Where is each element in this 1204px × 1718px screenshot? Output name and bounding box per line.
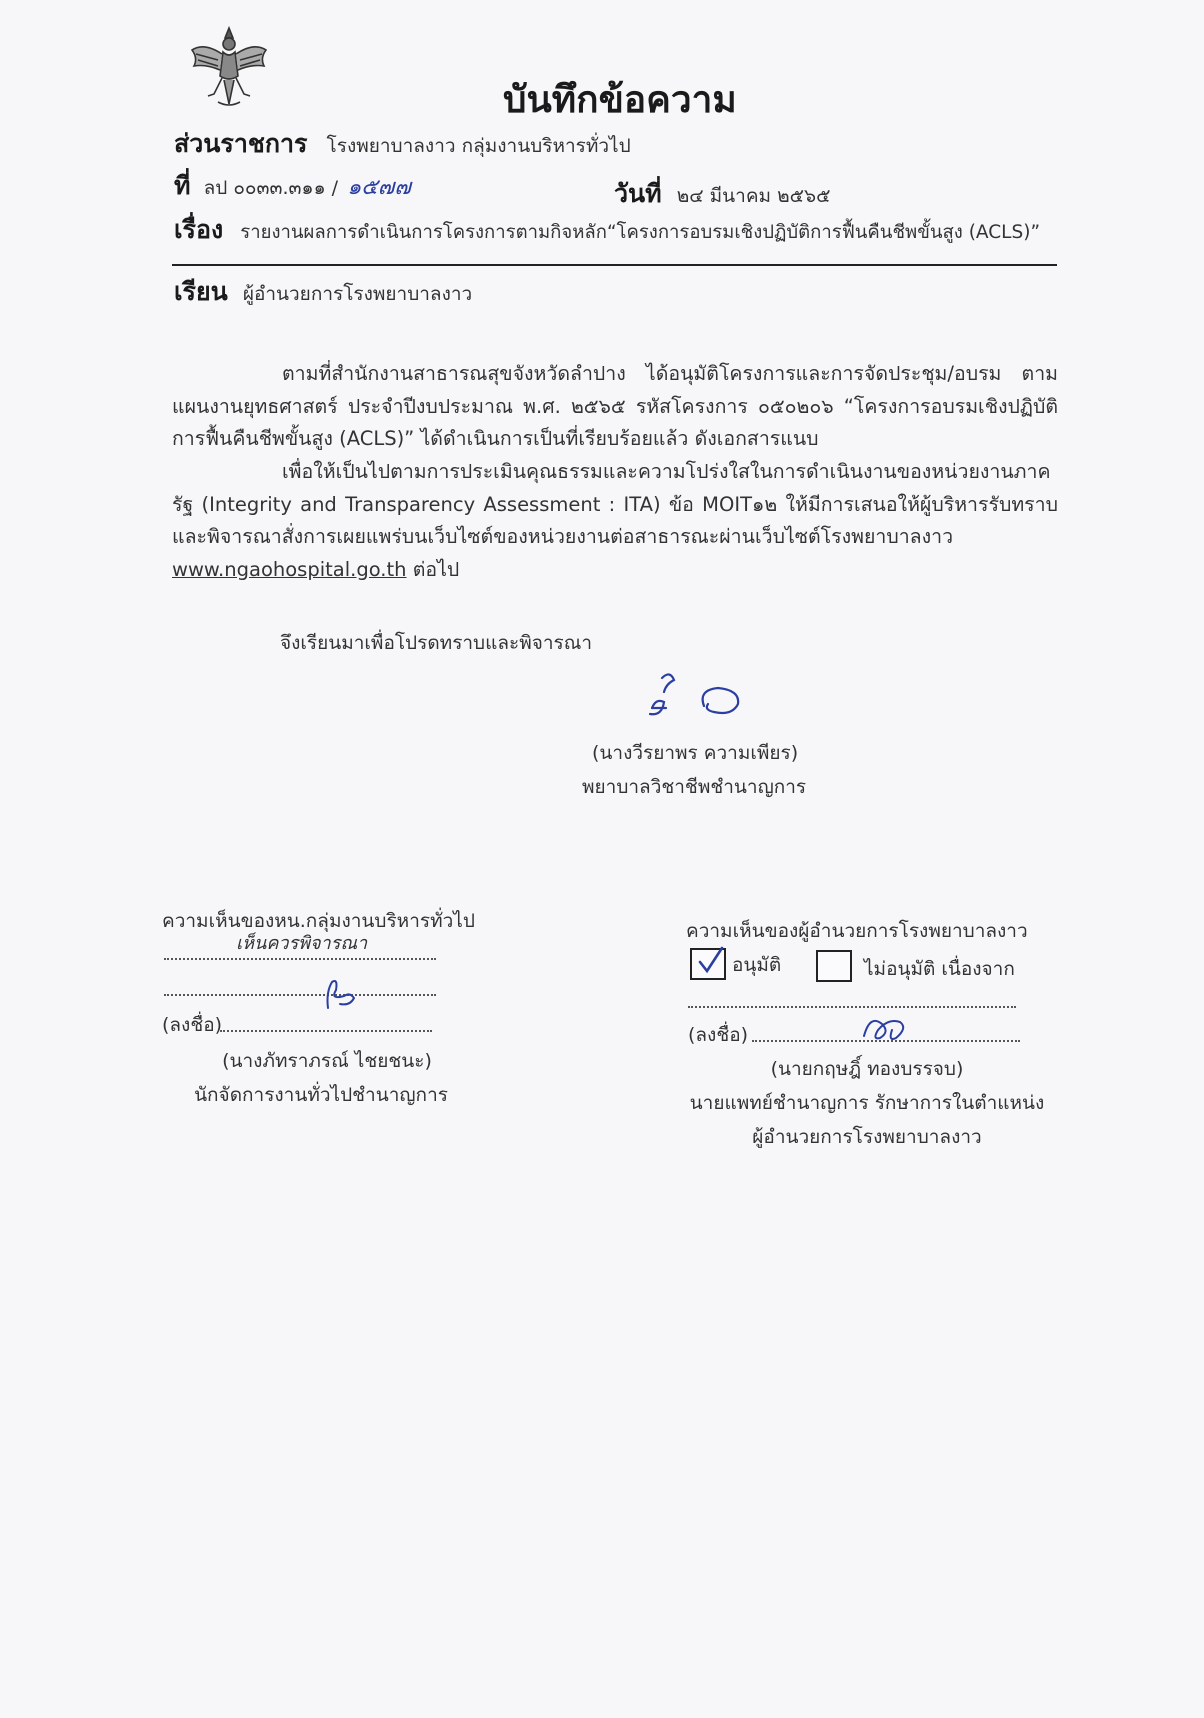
- signer-signature: [642, 668, 752, 728]
- left-opinion-handwritten: เห็นควรพิจารณา: [236, 933, 368, 954]
- right-opinion-position-1: นายแพทย์ชำนาญการ รักษาการในตำแหน่ง: [689, 1092, 1045, 1114]
- left-opinion-line-2: [164, 994, 436, 996]
- left-opinion-name: (นางภัทราภรณ์ ไชยชนะ): [222, 1050, 432, 1072]
- signer-position: พยาบาลวิชาชีพชำนาญการ: [582, 776, 807, 798]
- right-opinion-heading: ความเห็นของผู้อำนวยการโรงพยาบาลงาว: [686, 920, 1028, 942]
- date-row: [614, 174, 830, 214]
- ref-row: [174, 166, 411, 206]
- body-paragraph-2: [172, 456, 1058, 586]
- left-sign-label: (ลงชื่อ): [162, 1014, 223, 1036]
- website-link[interactable]: www.ngaohospital.go.th: [172, 557, 407, 581]
- signer-name: (นางวีรยาพร ความเพียร): [592, 742, 799, 764]
- right-opinion-line-1: [688, 1006, 1016, 1008]
- to-label: เรียน: [174, 277, 228, 306]
- approve-label: อนุมัติ: [732, 954, 782, 976]
- date-label: วันที่: [614, 179, 662, 208]
- right-signature: [860, 1010, 912, 1044]
- left-opinion-position: นักจัดการงานทั่วไปชำนาญการ: [194, 1084, 448, 1106]
- right-opinion-name: (นายกฤษฎิ์ ทองบรรจบ): [770, 1058, 964, 1080]
- ref-label: ที่: [174, 171, 191, 200]
- right-sign-line: [752, 1040, 1020, 1042]
- closing-line: จึงเรียนมาเพื่อโปรดทราบและพิจารณา: [280, 632, 593, 654]
- body-paragraph-1: ตามที่สำนักงานสาธารณสุขจังหวัดลำปาง ได้อนุมัติโครงการและการจัดประชุม/อบรม ตามแผนงานยุทธศาสตร์ ประจำปีงบประมาณ พ.ศ. ๒๕๖๕ รหัสโครงการ ๐๕๐๒๐๖ “โครงการอบรมเชิงปฏิบัติการฟื้นคืนชีพขั้นสูง (ACLS)” ได้ดำเนินการเป็นที่เรียบร้อยแล้ว ดังเอกสารแนบ: [172, 362, 1058, 450]
- right-sign-label: (ลงชื่อ): [688, 1024, 749, 1046]
- disapprove-label: ไม่อนุมัติ เนื่องจาก: [864, 958, 1015, 980]
- approve-checkbox[interactable]: [690, 948, 726, 980]
- ref-handwritten: ๑๕๗๗: [347, 175, 411, 200]
- ref-value: ลป ๐๐๓๓.๓๑๑ /: [203, 177, 339, 199]
- agency-label: ส่วนราชการ: [174, 129, 308, 158]
- right-opinion-position-2: ผู้อำนวยการโรงพยาบาลงาว: [752, 1126, 982, 1148]
- agency-value: โรงพยาบาลงาว กลุ่มงานบริหารทั่วไป: [326, 135, 631, 157]
- date-value: ๒๔ มีนาคม ๒๕๖๕: [676, 185, 831, 207]
- paragraph-2-text: เพื่อให้เป็นไปตามการประเมินคุณธรรมและความโปร่งใสในการดำเนินงานของหน่วยงานภาครัฐ (Integrity and Transparency Assessment : ITA) ข้อ MOIT๑๒ ให้มีการเสนอให้ผู้บริหารรับทราบและพิจารณาสั่งการเผยแพร่บนเว็บไซต์ของหน่วยงานต่อสาธารณะผ่านเว็บไซต์โรงพยาบาลงาว: [172, 460, 1058, 548]
- subject-label: เรื่อง: [174, 215, 224, 244]
- to-value: ผู้อำนวยการโรงพยาบาลงาว: [242, 283, 473, 305]
- disapprove-checkbox[interactable]: [816, 950, 852, 982]
- to-row: [174, 272, 472, 312]
- check-mark-icon: [694, 946, 724, 978]
- left-sign-line: [220, 1030, 432, 1032]
- subject-row: [174, 210, 1040, 250]
- left-opinion-heading: ความเห็นของหน.กลุ่มงานบริหารทั่วไป: [162, 910, 475, 932]
- left-opinion-line-1: [164, 958, 436, 960]
- paragraph-2-end: ต่อไป: [412, 557, 460, 581]
- agency-row: [174, 124, 631, 164]
- document-title: บันทึกข้อความ: [503, 78, 737, 121]
- subject-value: รายงานผลการดำเนินการโครงการตามกิจหลัก“โครงการอบรมเชิงปฏิบัติการฟื้นคืนชีพขั้นสูง (ACLS)”: [240, 222, 1041, 243]
- left-signature: [320, 972, 364, 1018]
- garuda-emblem-icon: [188, 24, 270, 110]
- header-rule: [172, 264, 1057, 266]
